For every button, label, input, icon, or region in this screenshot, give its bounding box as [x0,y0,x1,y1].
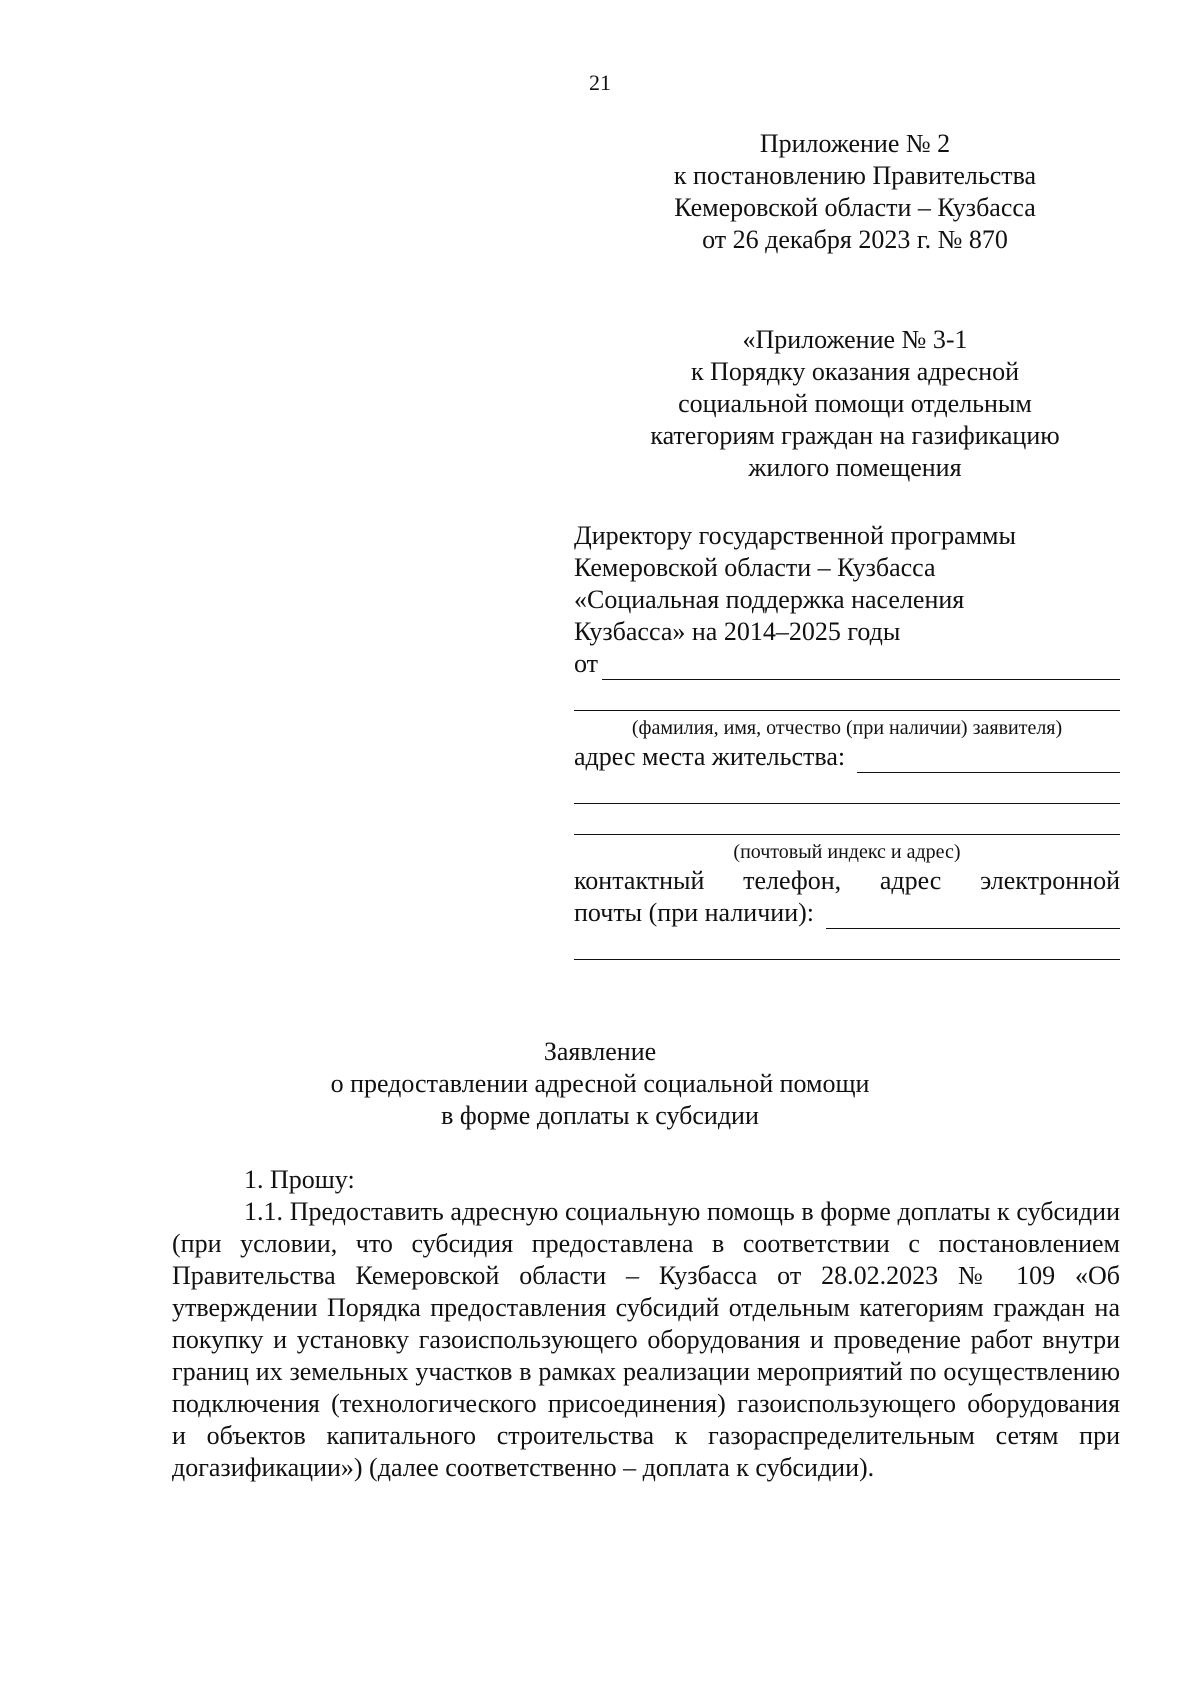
from-label: от [574,649,599,678]
item-1-1-paragraph: 1.1. Предоставить адресную социальную помощь в форме доплаты к субсидии (при условии, что субсидия предоставлена в соответствии с постановлением Правительства Кемеровской области – Кузбасса от 28.02.2023 № 109 «Об утверждении Порядка предоставления субсидий отдельным категориям граждан на покупку и установку газоиспользующего оборудования и проведение работ внутри границ их земельных участков в рамках реализации мероприятий по осуществлению подключения (технологического присоединения) газоиспользующего оборудования и объектов капитального строительства к газораспределительным сетям при догазификации») (далее соответственно – доплата к субсидии). [172,1197,1120,1482]
appendix-2-line: Приложение № 2 [759,129,951,158]
appendix-3-1-line: социальной помощи отдельным [678,389,1032,418]
addressee-line: «Социальная поддержка населения [574,585,965,614]
addressee-line: Директору государственной программы [574,521,1016,550]
statement-title: Заявление [543,1037,657,1066]
appendix-3-1-line: категориям граждан на газификацию [650,421,1060,450]
address-blank-line[interactable] [857,748,1120,773]
address-field[interactable] [574,741,1120,773]
page-number: 21 [589,70,611,95]
addressee-line: Кузбасса» на 2014–2025 годы [574,617,901,646]
statement-body [172,1164,1120,1484]
appendix-2-header [620,128,1090,256]
address-label: адрес места жительства: [574,742,846,771]
addressee-line: Кемеровской области – Кузбасса [574,553,936,582]
contact-blank-line-2[interactable] [574,929,1120,960]
contact-label-line-1: контактный телефон, адрес электронной [574,866,1120,895]
appendix-2-line: Кемеровской области – Кузбасса [674,193,1036,222]
statement-subtitle: в форме доплаты к субсидии [441,1101,759,1130]
contact-blank-line[interactable] [826,904,1120,929]
from-field[interactable] [574,648,1120,680]
from-blank-line[interactable] [602,655,1120,680]
name-hint: (фамилия, имя, отчество (при наличии) заявителя) [631,717,1063,739]
address-hint: (почтовый индекс и адрес) [733,841,961,863]
appendix-2-line: к постановлению Правительства [673,161,1037,190]
contact-label-line-2: почты (при наличии): [574,898,814,927]
appendix-3-1-line: «Приложение № 3-1 [742,325,968,354]
addressee-block [574,520,1120,960]
appendix-2-line: от 26 декабря 2023 г. № 870 [702,225,1008,254]
appendix-3-1-line: к Порядку оказания адресной [690,357,1020,386]
contact-field[interactable] [574,897,1120,929]
appendix-3-1-line: жилого помещения [748,453,962,482]
statement-subtitle: о предоставлении адресной социальной помощи [330,1069,870,1098]
statement-title-block [0,1036,1200,1132]
appendix-3-1-header [620,324,1090,484]
item-1-text: 1. Прошу: [244,1165,355,1194]
name-blank-line[interactable] [574,680,1120,711]
address-blank-line-2[interactable] [574,773,1120,804]
address-blank-line-3[interactable] [574,804,1120,835]
